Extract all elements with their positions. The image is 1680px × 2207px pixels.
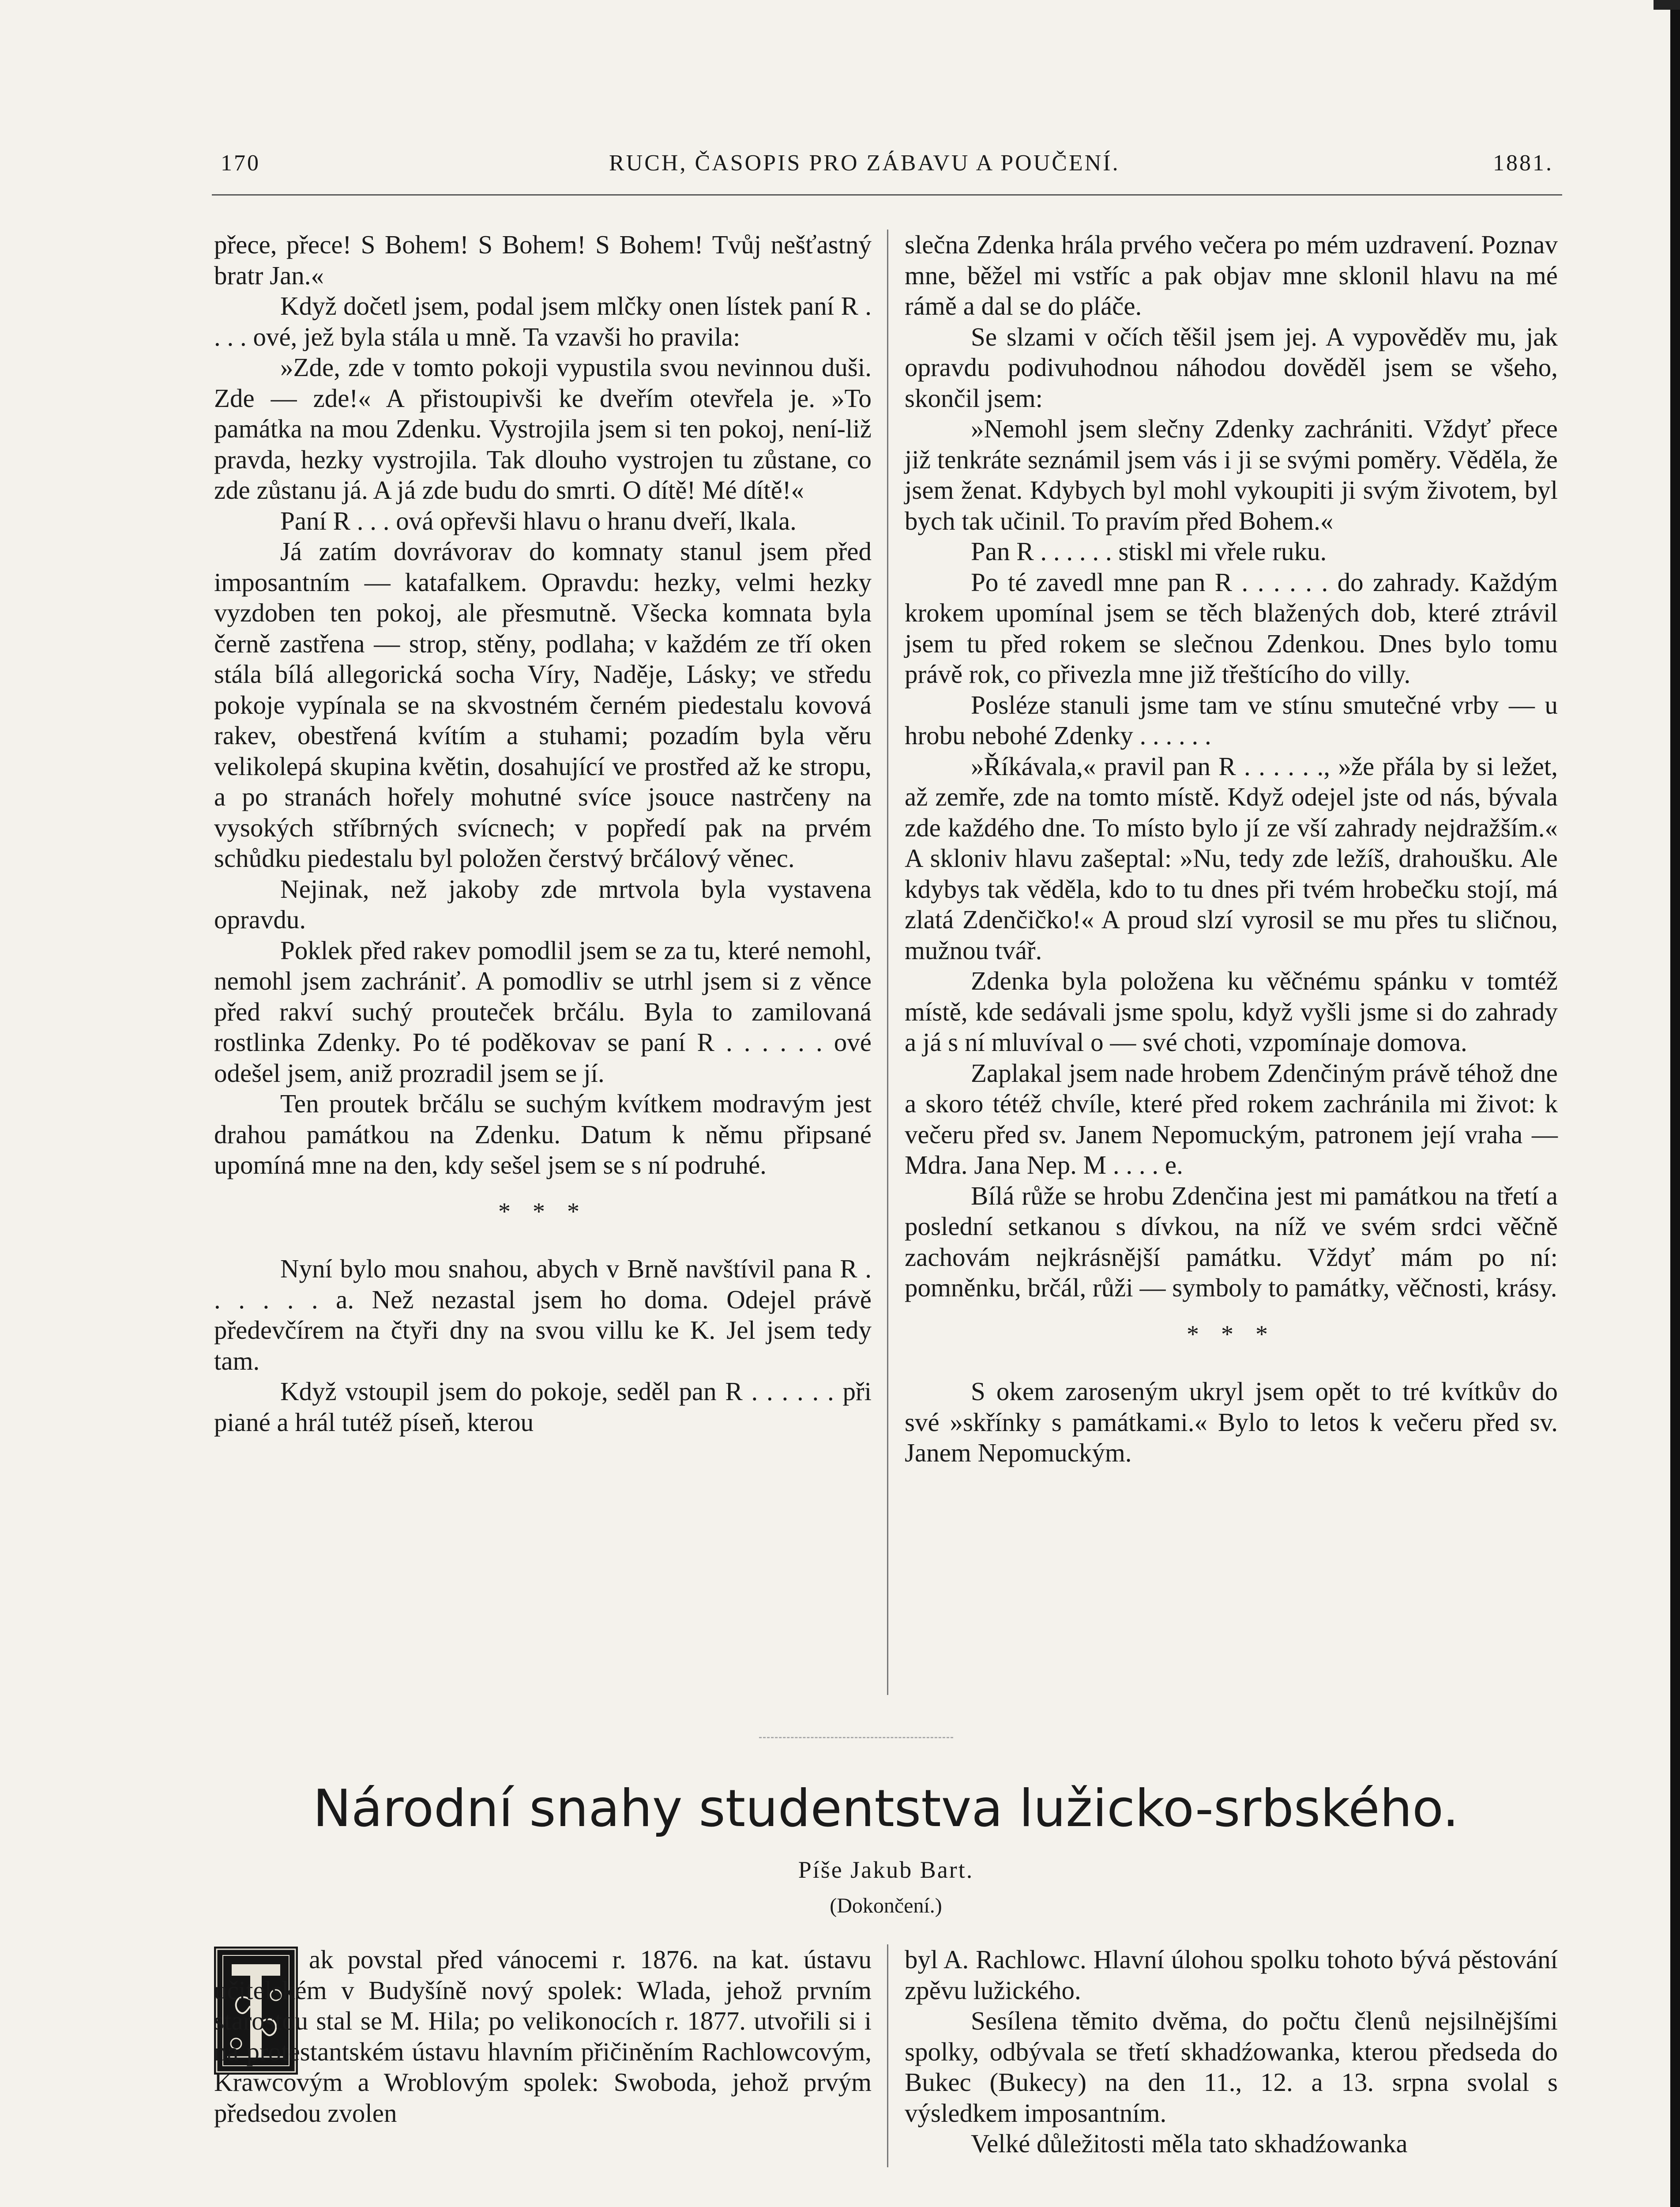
story-paragraph: Když dočetl jsem, podal jsem mlčky onen lístek paní R . . . . ové, jež byla stála u mně. Ta vzavši ho pravila:: [214, 291, 872, 351]
story-right-column: [905, 230, 1558, 1469]
story-paragraph: Když vstoupil jsem do pokoje, seděl pan R . . . . . . při piané a hrál tutéž píseň, kterou: [214, 1377, 872, 1437]
running-header: [221, 150, 1553, 181]
article-paragraph: byl A. Rachlowc. Hlavní úlohou spolku tohoto bývá pěstování zpěvu lužického.: [905, 1945, 1558, 2005]
story-paragraph: Posléze stanuli jsme tam ve stínu smutečné vrby — u hrobu nebohé Zdenky . . . . . .: [905, 690, 1558, 750]
article-title: Národní snahy studentstva lužicko-srbského.: [313, 1779, 1459, 1838]
story-paragraph: Nyní bylo mou snahou, abych v Brně navštívil pana R . . . . . . a. Než nezastal jsem ho doma. Odejel právě předevčírem na čtyři dny na svou villu ke K. Jel jsem tedy tam.: [214, 1254, 872, 1375]
story-paragraph: slečna Zdenka hrála prvého večera po mém uzdravení. Poznav mne, běžel mi vstříc a pak objav mne sklonil hlavu na mé rámě a dal se do pláče.: [905, 230, 1558, 320]
story-paragraph: Po té zavedl mne pan R . . . . . . do zahrady. Každým krokem upomínal jsem se těch blažených dob, které ztrávil jsem tu před rokem se slečnou Zdenkou. Dnes bylo tomu právě rok, co přivezla mne již třeštícího do villy.: [905, 567, 1558, 689]
story-paragraph: »Zde, zde v tomto pokoji vypustila svou nevinnou duši. Zde — zde!« A přistoupivši ke dveřím otevřela je. »To památka na mou Zdenku. Vystrojila jsem si ten pokoj, není-liž pravda, hezky vystrojila. Tak dlouho vystrojen tu zůstane, co zde zůstanu já. A já zde budu do smrti. O dítě! Mé dítě!«: [214, 353, 872, 505]
article-paragraph: Velké důležitosti měla tato skhadźowanka: [971, 2129, 1408, 2158]
column-divider: [887, 230, 888, 1695]
decorative-separator: [759, 1737, 953, 1744]
article-paragraph: ak povstal před vánocemi r. 1876. na kat. ústavu učitelském v Budyšíně nový spolek: Wlada, jehož prvním starostou stal se M. Hila; po velikonocích r. 1877. utvořili si i na protestantském ústavu hlavním přičiněním Rachlowcovým, Krawcovým a Wroblovým spolek: Swoboda, jehož prvým předsedou zvolen: [214, 1945, 872, 2128]
continuation-note: (Dokončení.): [830, 1894, 942, 1917]
header-rule: [212, 194, 1562, 196]
story-paragraph: Zdenka byla položena ku věčnému spánku v tomtéž místě, kde sedávali jsme spolu, když vyšli jsme si do zahrady a já s ní mluvíval o — své choti, vzpomínaje domova.: [905, 966, 1558, 1057]
story-paragraph: Pan R . . . . . . stiskl mi vřele ruku.: [971, 537, 1327, 566]
column-divider: [887, 1944, 888, 2167]
article-paragraph: Sesílena těmito dvěma, do počtu členů nejsilnějšími spolky, odbývala se třetí skhadźowanka, kterou předseda do Bukec (Bukecy) na den 11., 12. a 13. srpna svolal s výsledkem imposantním.: [905, 2006, 1558, 2128]
story-paragraph: »Nemohl jsem slečny Zdenky zachrániti. Vždyť přece již tenkráte seznámil jsem vás i ji se svými poměry. Věděla, že jsem ženat. Kdybych byl mohl vykoupiti ji svým životem, byl bych tak učinil. To pravím před Bohem.«: [905, 414, 1558, 535]
story-paragraph: Paní R . . . ová opřevši hlavu o hranu dveří, lkala.: [280, 506, 797, 535]
header-year: 1881.: [1493, 151, 1553, 176]
story-paragraph: »Říkávala,« pravil pan R . . . . . ., »že přála by si ležet, až zemře, zde na tomto místě. Když odejel jste od nás, bývala zde každého dne. To místo bylo jí ze vší zahrady nejdražším.« A skloniv hlavu zašeptal: »Nu, tedy zde ležíš, drahoušku. Ale kdybys tak věděla, kdo to tu dnes při tvém hrobečku stojí, má zlatá Zdenčičko!« A proud slzí vyrosil se mu přes tu sličnou, mužnou tvář.: [905, 751, 1558, 965]
article-left-column: [214, 1944, 872, 2128]
section-break-stars: * * *: [498, 1198, 587, 1225]
page-corner-shadow: [1654, 0, 1680, 10]
article-right-column: [905, 1944, 1558, 2159]
story-paragraph: Se slzami v očích těšil jsem jej. A vypověděv mu, jak opravdu podivuhodnou náhodou dověděl jsem se všeho, skončil jsem:: [905, 322, 1558, 413]
story-paragraph: přece, přece! S Bohem! S Bohem! S Bohem! Tvůj nešťastný bratr Jan.«: [214, 230, 872, 290]
story-paragraph: Zaplakal jsem nade hrobem Zdenčiným právě téhož dne a skoro tétéž chvíle, které před rokem zachránila mi život: k večeru před sv. Janem Nepomuckým, patronem její vraha — Mdra. Jana Nep. M . . . . e.: [905, 1058, 1558, 1179]
journal-title: RUCH, ČASOPIS PRO ZÁBAVU A POUČENÍ.: [609, 151, 1120, 176]
story-paragraph: S okem zaroseným ukryl jsem opět to tré kvítkův do své »skřínky s památkami.« Bylo to letos k večeru před sv. Janem Nepomuckým.: [905, 1377, 1558, 1467]
page-number: 170: [221, 151, 260, 176]
story-left-column: [214, 230, 872, 1438]
story-paragraph: Ten proutek brčálu se suchým kvítkem modravým jest drahou památkou na Zdenku. Datum k němu připsané upomíná mne na den, kdy sešel jsem se s ní podruhé.: [214, 1089, 872, 1179]
section-break-stars: * * *: [1187, 1320, 1276, 1348]
story-paragraph: Nejinak, než jakoby zde mrtvola byla vystavena opravdu.: [214, 874, 872, 934]
story-paragraph: Já zatím dovrávorav do komnaty stanul jsem před imposantním — katafalkem. Opravdu: hezky, velmi hezky vyzdoben ten pokoj, ale přesmutně. Všecka komnata byla černě zastřena — strop, stěny, podlaha; v každém ze tří oken stála bílá allegorická socha Víry, Naděje, Lásky; ve středu pokoje vypínala se na skvostném černém piedestalu kovová rakev, obestřená kvítím a stuhami; pozadím byla věru velikolepá skupina květin, dosahující ve prostřed až ke stropu, a po stranách hořely mohutné svíce jsouce nastrčeny na vysokých stříbrných svícnech; v popředí pak na prvém schůdku piedestalu byl položen čerstvý brčálový věnec.: [214, 537, 872, 873]
story-paragraph: Bílá růže se hrobu Zdenčina jest mi památkou na třetí a poslední setkanou s dívkou, na níž ve svém srdci věčně zachovám nejkrásnější památku. Vždyť mám po ní: pomněnku, brčál, růži — symboly to památky, věčnosti, krásy.: [905, 1181, 1558, 1302]
page-edge-shadow: [1670, 0, 1680, 2207]
article-author: Píše Jakub Bart.: [798, 1857, 974, 1883]
story-paragraph: Poklek před rakev pomodlil jsem se za tu, které nemohl, nemohl jsem zachrániť. A pomodliv se utrhl jsem si z věnce před rakví suchý prouteček brčálu. Byla to zamilovaná rostlinka Zdenky. Po té poděkovav se paní R . . . . . . ové odešel jsem, aniž prozradil jsem se jí.: [214, 935, 872, 1088]
